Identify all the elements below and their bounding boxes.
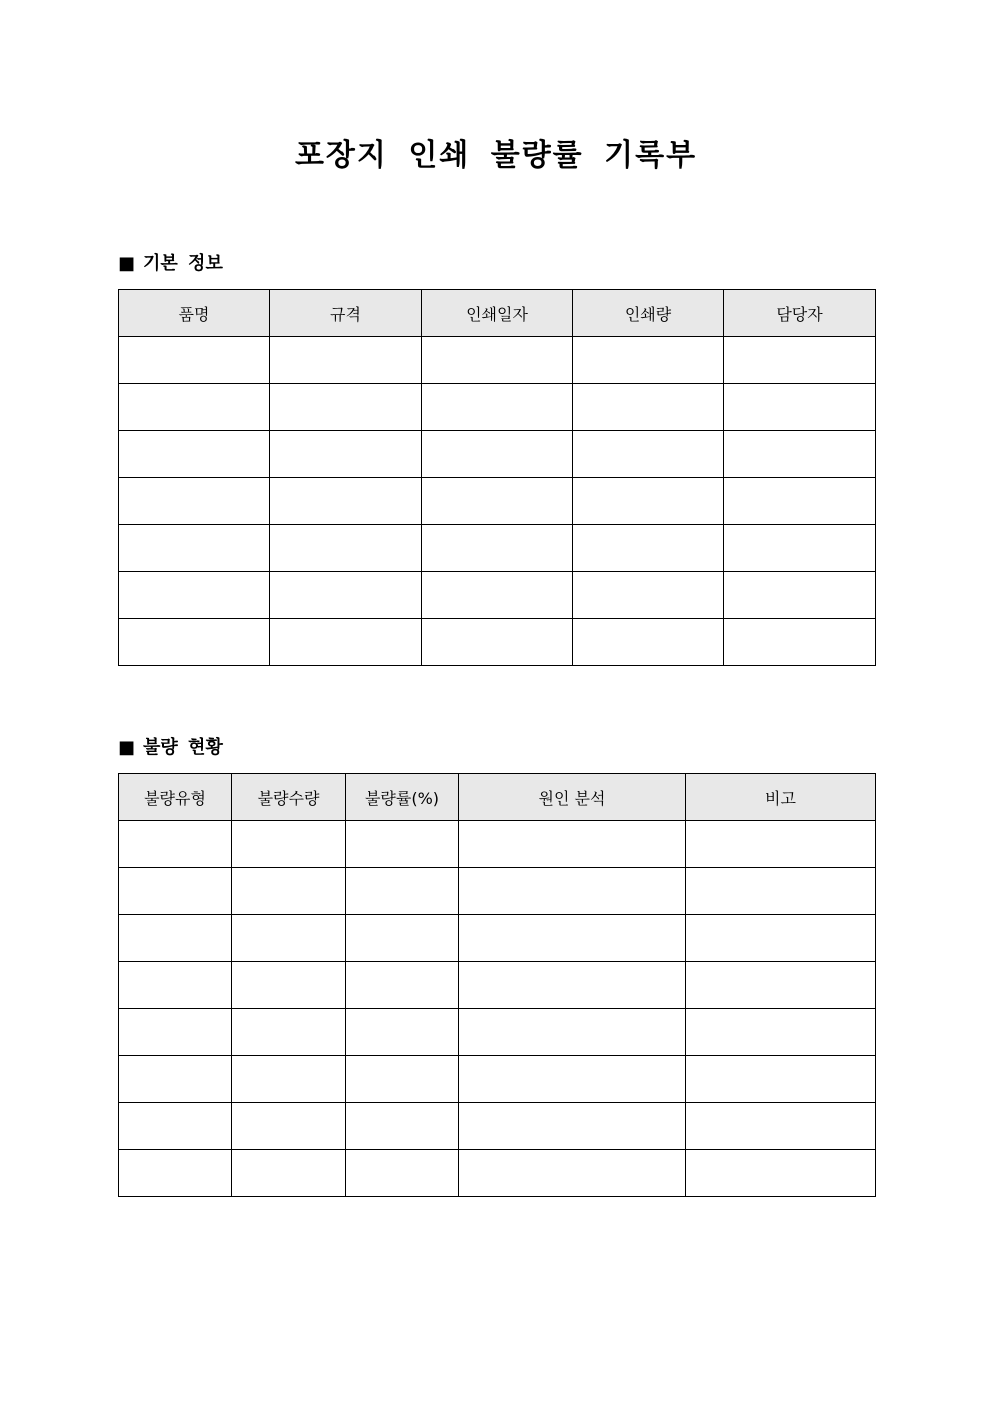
spec-cell[interactable] bbox=[270, 478, 422, 525]
person-in-charge-cell[interactable] bbox=[724, 478, 876, 525]
spec-cell[interactable] bbox=[270, 337, 422, 384]
table-row bbox=[119, 1056, 876, 1103]
print-date-cell[interactable] bbox=[422, 572, 573, 619]
defect-status-table-body bbox=[119, 821, 876, 1197]
column-header-product-name: 품명 bbox=[119, 290, 270, 337]
cause-analysis-cell[interactable] bbox=[459, 1150, 686, 1197]
print-quantity-cell[interactable] bbox=[573, 478, 724, 525]
defect-rate-cell[interactable] bbox=[346, 1150, 459, 1197]
person-in-charge-cell[interactable] bbox=[724, 337, 876, 384]
column-header-cause-analysis: 원인 분석 bbox=[459, 774, 686, 821]
print-quantity-cell[interactable] bbox=[573, 572, 724, 619]
table-row bbox=[119, 821, 876, 868]
spec-cell[interactable] bbox=[270, 384, 422, 431]
square-bullet-icon: ■ bbox=[118, 737, 136, 758]
cause-analysis-cell[interactable] bbox=[459, 915, 686, 962]
cause-analysis-cell[interactable] bbox=[459, 821, 686, 868]
defect-type-cell[interactable] bbox=[119, 1009, 232, 1056]
defect-rate-cell[interactable] bbox=[346, 1009, 459, 1056]
table-row bbox=[119, 1009, 876, 1056]
defect-quantity-cell[interactable] bbox=[232, 1103, 346, 1150]
person-in-charge-cell[interactable] bbox=[724, 431, 876, 478]
spec-cell[interactable] bbox=[270, 619, 422, 666]
table-row bbox=[119, 915, 876, 962]
defect-quantity-cell[interactable] bbox=[232, 1150, 346, 1197]
print-quantity-cell[interactable] bbox=[573, 431, 724, 478]
table-row bbox=[119, 337, 876, 384]
section-heading-label: 불량 현황 bbox=[143, 737, 223, 758]
remarks-cell[interactable] bbox=[686, 868, 876, 915]
document-title: 포장지 인쇄 불량률 기록부 bbox=[294, 138, 698, 173]
defect-rate-cell[interactable] bbox=[346, 868, 459, 915]
print-date-cell[interactable] bbox=[422, 619, 573, 666]
remarks-cell[interactable] bbox=[686, 1009, 876, 1056]
cause-analysis-cell[interactable] bbox=[459, 1009, 686, 1056]
section-heading-defect-status bbox=[118, 736, 223, 760]
basic-info-table bbox=[118, 289, 876, 666]
defect-type-cell[interactable] bbox=[119, 1103, 232, 1150]
defect-rate-cell[interactable] bbox=[346, 915, 459, 962]
product-name-cell[interactable] bbox=[119, 431, 270, 478]
spec-cell[interactable] bbox=[270, 572, 422, 619]
section-heading-basic-info bbox=[118, 252, 223, 276]
product-name-cell[interactable] bbox=[119, 525, 270, 572]
cause-analysis-cell[interactable] bbox=[459, 1056, 686, 1103]
defect-type-cell[interactable] bbox=[119, 821, 232, 868]
remarks-cell[interactable] bbox=[686, 1150, 876, 1197]
print-date-cell[interactable] bbox=[422, 337, 573, 384]
table-row bbox=[119, 525, 876, 572]
print-quantity-cell[interactable] bbox=[573, 619, 724, 666]
table-row bbox=[119, 1103, 876, 1150]
column-header-print-date: 인쇄일자 bbox=[422, 290, 573, 337]
table-row bbox=[119, 619, 876, 666]
remarks-cell[interactable] bbox=[686, 1103, 876, 1150]
table-header-row bbox=[119, 774, 876, 821]
column-header-defect-quantity: 불량수량 bbox=[232, 774, 346, 821]
square-bullet-icon: ■ bbox=[118, 253, 136, 274]
product-name-cell[interactable] bbox=[119, 384, 270, 431]
column-header-defect-type: 불량유형 bbox=[119, 774, 232, 821]
defect-quantity-cell[interactable] bbox=[232, 1009, 346, 1056]
column-header-person-in-charge: 담당자 bbox=[724, 290, 876, 337]
defect-rate-cell[interactable] bbox=[346, 1103, 459, 1150]
table-row bbox=[119, 384, 876, 431]
print-date-cell[interactable] bbox=[422, 431, 573, 478]
defect-quantity-cell[interactable] bbox=[232, 821, 346, 868]
person-in-charge-cell[interactable] bbox=[724, 384, 876, 431]
table-row bbox=[119, 431, 876, 478]
remarks-cell[interactable] bbox=[686, 1056, 876, 1103]
spec-cell[interactable] bbox=[270, 525, 422, 572]
product-name-cell[interactable] bbox=[119, 337, 270, 384]
print-date-cell[interactable] bbox=[422, 478, 573, 525]
product-name-cell[interactable] bbox=[119, 572, 270, 619]
defect-type-cell[interactable] bbox=[119, 962, 232, 1009]
defect-type-cell[interactable] bbox=[119, 868, 232, 915]
defect-type-cell[interactable] bbox=[119, 1056, 232, 1103]
table-row bbox=[119, 572, 876, 619]
remarks-cell[interactable] bbox=[686, 915, 876, 962]
person-in-charge-cell[interactable] bbox=[724, 572, 876, 619]
print-date-cell[interactable] bbox=[422, 384, 573, 431]
defect-quantity-cell[interactable] bbox=[232, 962, 346, 1009]
table-row bbox=[119, 478, 876, 525]
person-in-charge-cell[interactable] bbox=[724, 619, 876, 666]
defect-rate-cell[interactable] bbox=[346, 962, 459, 1009]
person-in-charge-cell[interactable] bbox=[724, 525, 876, 572]
basic-info-table-body bbox=[119, 337, 876, 666]
defect-type-cell[interactable] bbox=[119, 1150, 232, 1197]
column-header-defect-rate: 불량률(%) bbox=[346, 774, 459, 821]
defect-rate-cell[interactable] bbox=[346, 1056, 459, 1103]
spec-cell[interactable] bbox=[270, 431, 422, 478]
defect-type-cell[interactable] bbox=[119, 915, 232, 962]
print-quantity-cell[interactable] bbox=[573, 384, 724, 431]
column-header-remarks: 비고 bbox=[686, 774, 876, 821]
cause-analysis-cell[interactable] bbox=[459, 1103, 686, 1150]
defect-status-table bbox=[118, 773, 876, 1197]
defect-quantity-cell[interactable] bbox=[232, 1056, 346, 1103]
cause-analysis-cell[interactable] bbox=[459, 962, 686, 1009]
product-name-cell[interactable] bbox=[119, 619, 270, 666]
table-row bbox=[119, 1150, 876, 1197]
defect-quantity-cell[interactable] bbox=[232, 915, 346, 962]
column-header-spec: 규격 bbox=[270, 290, 422, 337]
section-heading-label: 기본 정보 bbox=[143, 253, 223, 274]
remarks-cell[interactable] bbox=[686, 821, 876, 868]
cause-analysis-cell[interactable] bbox=[459, 868, 686, 915]
remarks-cell[interactable] bbox=[686, 962, 876, 1009]
print-date-cell[interactable] bbox=[422, 525, 573, 572]
table-header-row bbox=[119, 290, 876, 337]
product-name-cell[interactable] bbox=[119, 478, 270, 525]
defect-rate-cell[interactable] bbox=[346, 821, 459, 868]
print-quantity-cell[interactable] bbox=[573, 525, 724, 572]
table-row bbox=[119, 962, 876, 1009]
print-quantity-cell[interactable] bbox=[573, 337, 724, 384]
table-row bbox=[119, 868, 876, 915]
column-header-print-quantity: 인쇄량 bbox=[573, 290, 724, 337]
defect-quantity-cell[interactable] bbox=[232, 868, 346, 915]
